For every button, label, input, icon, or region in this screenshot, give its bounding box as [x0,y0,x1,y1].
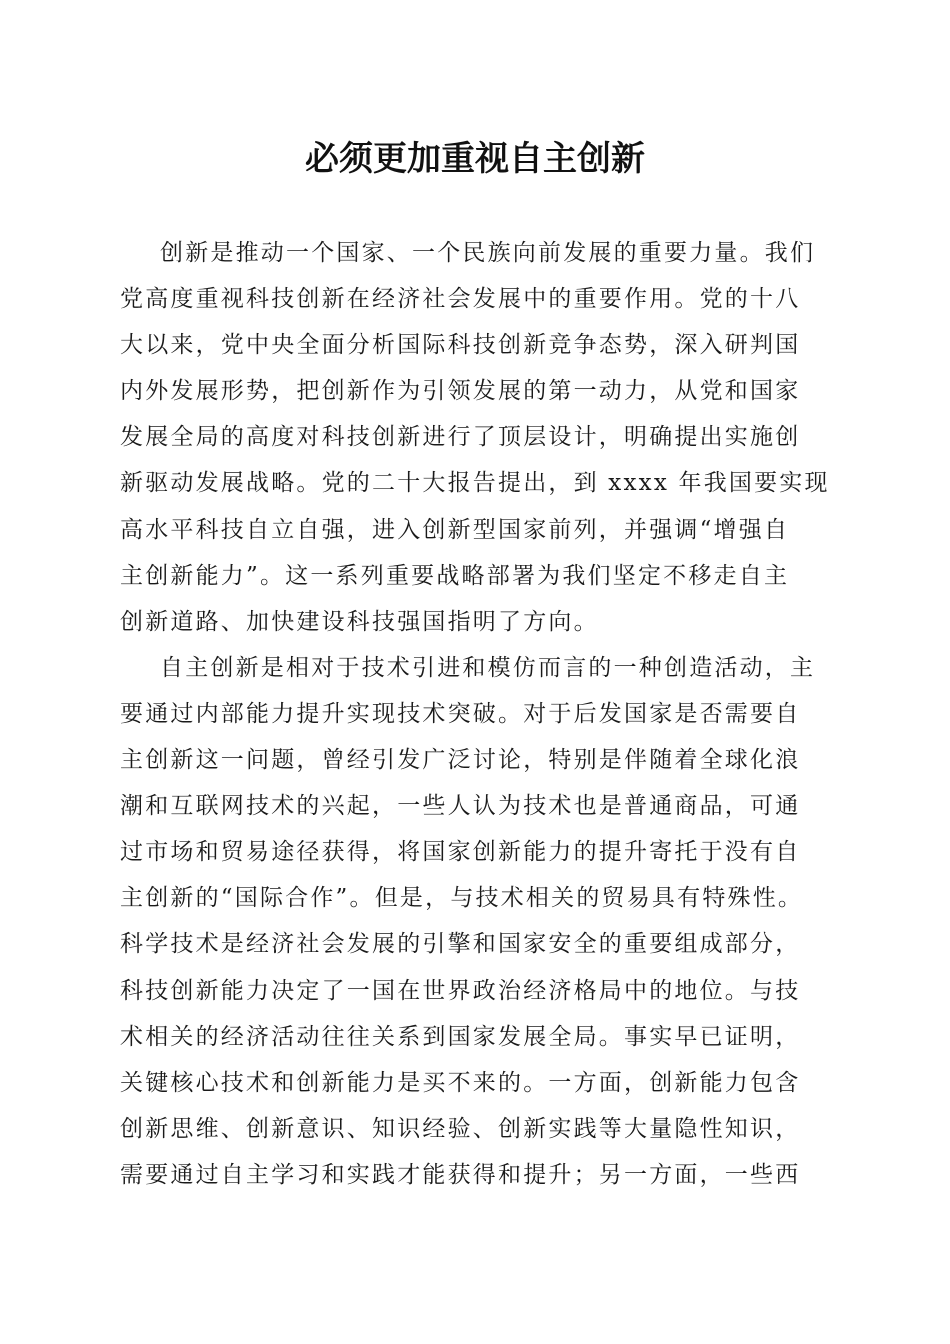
text-line: 创新是推动一个国家、一个民族向前发展的重要力量。我们 [160,240,816,266]
text-line: 自主创新是相对于技术引进和模仿而言的一种创造活动，主 [160,654,816,681]
text-line: 创新思维、创新意识、知识经验、创新实践等大量隐性知识， [120,1115,801,1142]
text-line: 主创新能力”。这一系列重要战略部署为我们坚定不移走自主 [120,562,790,589]
text-line: 潮和互联网技术的兴起，一些人认为技术也是普通商品，可通 [120,793,801,820]
text-line: 党高度重视科技创新在经济社会发展中的重要作用。党的十八 [120,286,801,313]
paragraph-1 [120,230,828,645]
document-title: 必须更加重视自主创新 [305,139,645,179]
document-body [120,230,828,1198]
text-line: 需要通过自主学习和实践才能获得和提升；另一方面，一些西 [120,1161,801,1188]
text-line: 要通过内部能力提升实现技术突破。对于后发国家是否需要自 [120,700,801,727]
text-line: 内外发展形势，把创新作为引领发展的第一动力，从党和国家 [120,378,801,405]
text-line: 大以来，党中央全面分析国际科技创新竞争态势，深入研判国 [120,332,801,359]
text-line: 主创新这一问题，曾经引发广泛讨论，特别是伴随着全球化浪 [120,747,801,774]
text-line: 新驱动发展战略。党的二十大报告提出，到 xxxx 年我国要实现 [120,470,830,497]
text-line: 高水平科技自立自强，进入创新型国家前列，并强调“增强自 [120,516,790,543]
paragraph-2 [120,645,828,1198]
text-line: 关键核心技术和创新能力是买不来的。一方面，创新能力包含 [120,1069,801,1096]
text-line: 科技创新能力决定了一国在世界政治经济格局中的地位。与技 [120,977,801,1004]
text-line: 主创新的“国际合作”。但是，与技术相关的贸易具有特殊性。 [120,885,804,912]
text-line: 发展全局的高度对科技创新进行了顶层设计，明确提出实施创 [120,424,801,451]
text-line: 创新道路、加快建设科技强国指明了方向。 [120,608,599,635]
text-line: 科学技术是经济社会发展的引擎和国家安全的重要组成部分， [120,931,801,958]
text-line: 术相关的经济活动往往关系到国家发展全局。事实早已证明， [120,1023,801,1050]
text-line: 过市场和贸易途径获得，将国家创新能力的提升寄托于没有自 [120,839,801,866]
